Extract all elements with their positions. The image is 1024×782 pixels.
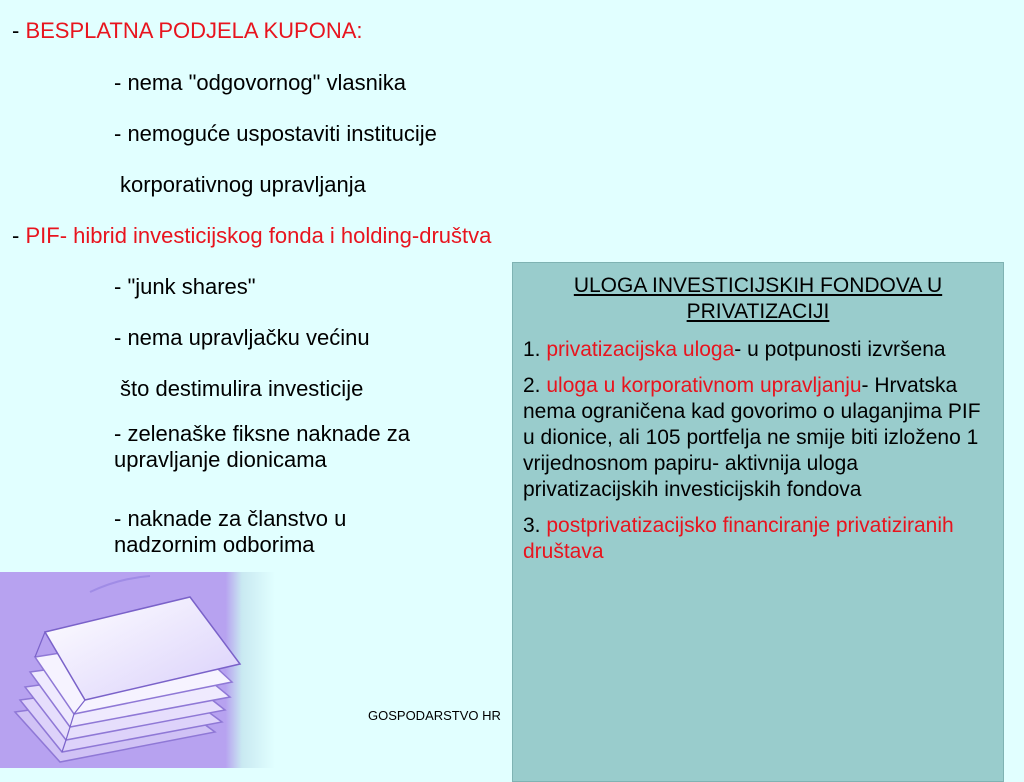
text-line: - "junk shares": [114, 274, 256, 299]
item-highlight: postprivatizacijsko financiranje privatiziranih društava: [523, 514, 954, 563]
bullet-dash: -: [12, 223, 20, 248]
text-line: - zelenaške fiksne naknade za upravljanje dionicama: [114, 421, 410, 472]
info-box: [512, 262, 1004, 782]
text-line: - naknade za članstvo u nadzornim odborima: [114, 506, 347, 557]
item-number: 2.: [523, 374, 541, 397]
pif-description: - hibrid investicijskog fonda i holding-društva: [59, 223, 492, 248]
text-line: - nema upravljačku većinu: [114, 325, 370, 350]
text-line: - nemoguće uspostaviti institucije: [114, 121, 437, 146]
pif-label: PIF: [25, 223, 60, 248]
box-item-1: [523, 337, 993, 363]
heading-kuponi: [12, 18, 363, 44]
heading-kuponi-text: BESPLATNA PODJELA KUPONA:: [25, 18, 363, 43]
text-line: - nema "odgovornog" vlasnika: [114, 70, 407, 95]
papers-illustration: [0, 572, 275, 768]
text-line: korporativnog upravljanja: [120, 172, 366, 197]
text-line: što destimulira investicije: [120, 376, 364, 401]
footer-text: GOSPODARSTVO HR: [368, 708, 501, 723]
bullet-dash: -: [12, 18, 20, 43]
box-item-3: [523, 513, 993, 565]
item-number: 1.: [523, 338, 541, 361]
item-highlight: privatizacijska uloga: [546, 338, 735, 361]
item-text: - u potpunosti izvršena: [734, 338, 946, 361]
box-item-2: [523, 373, 993, 503]
item-text: - Hrvatska nema ograničena kad govorimo o ulaganjima PIF u dionice, ali 105 portfelja ne smije biti izloženo 1 vrijednosnom papiru- aktivnija uloga privatizacijskih investicijskih fondova: [523, 374, 981, 501]
item-highlight: uloga u korporativnom upravljanju: [546, 374, 862, 397]
heading-pif: [12, 223, 491, 249]
stack-of-papers-picture: [0, 572, 275, 768]
item-number: 3.: [523, 514, 541, 537]
box-title: ULOGA INVESTICIJSKIH FONDOVA U PRIVATIZACIJI: [573, 274, 943, 323]
